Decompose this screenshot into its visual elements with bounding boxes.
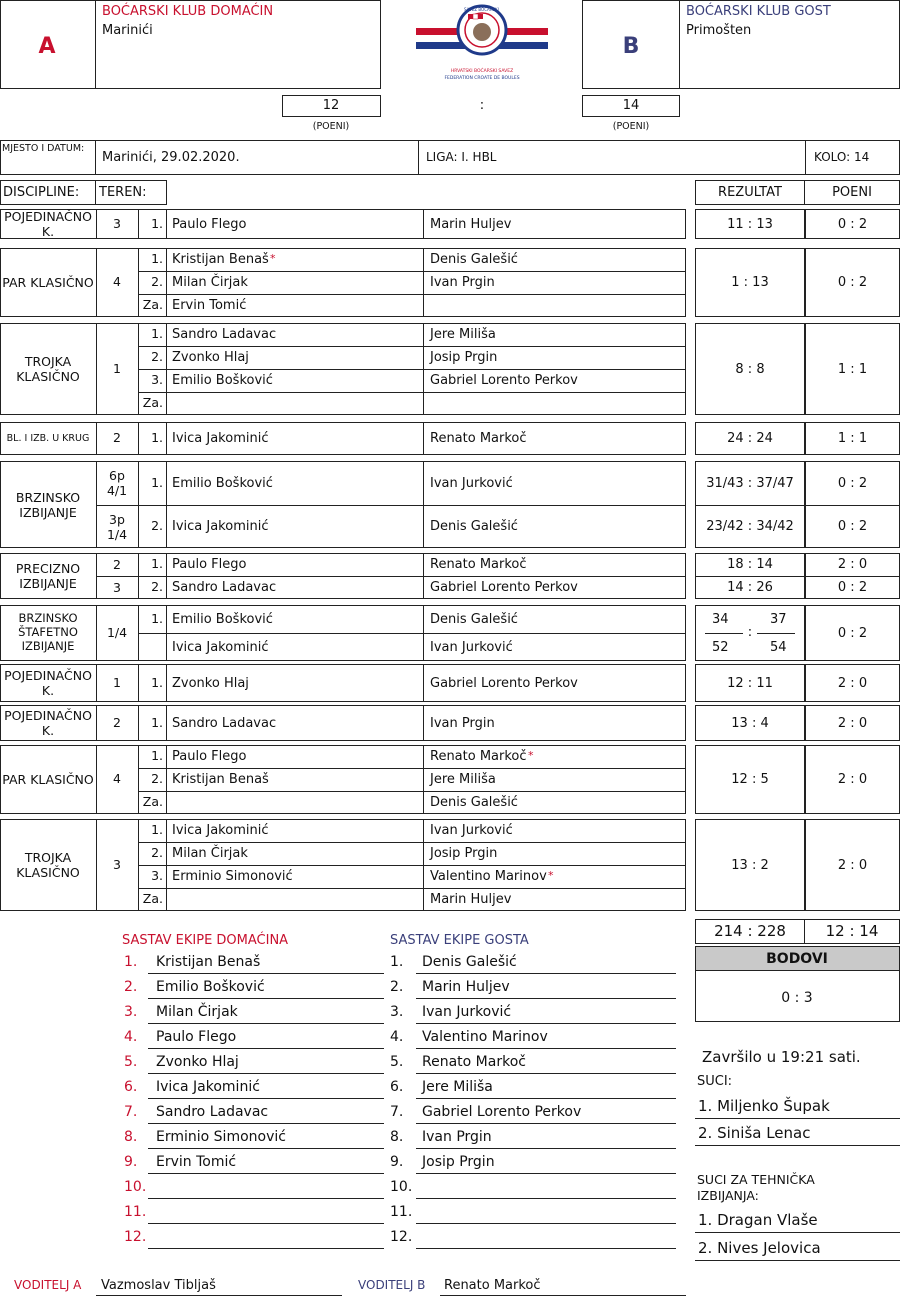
coach-a-label: VODITELJ A bbox=[14, 1278, 82, 1292]
roster-line bbox=[416, 1173, 676, 1174]
guest-player: Gabriel Lorento Perkov bbox=[430, 675, 578, 691]
home-roster-number: 8. bbox=[124, 1129, 138, 1145]
home-club-name: Marinići bbox=[102, 23, 153, 38]
points-value: 0 : 2 bbox=[837, 275, 868, 290]
result-value: 12 : 11 bbox=[727, 675, 773, 691]
guest-roster-number: 1. bbox=[390, 954, 404, 970]
line-number: 1. bbox=[151, 610, 163, 626]
column-divider bbox=[423, 664, 424, 702]
guest-letter: B bbox=[622, 34, 640, 59]
home-club-title: BOĆARSKI KLUB DOMAĆIN bbox=[102, 4, 274, 19]
discipline-label: POJEDINAČNO K. bbox=[4, 708, 92, 738]
guest-player: Josip Prgin bbox=[430, 846, 498, 861]
column-divider bbox=[423, 705, 424, 741]
guest-player: Denis Galešić bbox=[430, 795, 518, 810]
guest-roster-player: Josip Prgin bbox=[422, 1154, 495, 1170]
discipline-label: POJEDINAČNO K. bbox=[4, 209, 92, 239]
terrain-value: 2 bbox=[113, 430, 121, 446]
roster-line bbox=[148, 1048, 384, 1049]
guest-roster-player: Denis Galešić bbox=[422, 954, 517, 970]
line-number: 1. bbox=[151, 748, 163, 763]
line-divider bbox=[695, 505, 900, 506]
home-roster-number: 9. bbox=[124, 1154, 138, 1170]
result-value: 18 : 14 bbox=[727, 557, 773, 572]
line-number: 2. bbox=[151, 349, 163, 364]
guest-player: Josip Prgin bbox=[430, 350, 498, 365]
result-value: 14 : 26 bbox=[727, 580, 773, 595]
line-divider bbox=[695, 576, 900, 577]
result-value: 12 : 5 bbox=[731, 772, 769, 787]
home-player: Zvonko Hlaj bbox=[172, 350, 249, 365]
roster-line bbox=[416, 973, 676, 974]
discipline-label: BRZINSKO IZBIJANJE bbox=[15, 489, 81, 520]
place-label: MJESTO I DATUM: bbox=[2, 143, 85, 154]
line-divider bbox=[138, 842, 686, 843]
discipline-label: BRZINSKO ŠTAFETNO IZBIJANJE bbox=[18, 611, 78, 653]
captain-star: * bbox=[270, 252, 276, 265]
logo-caption-2: FEDERATION CROATE DE BOULES bbox=[444, 76, 520, 81]
home-player: Emilio Bošković bbox=[172, 475, 273, 491]
end-time: Završilo u 19:21 sati. bbox=[702, 1048, 861, 1066]
line-number: Za. bbox=[142, 891, 163, 906]
points-value: 2 : 0 bbox=[837, 857, 868, 873]
roster-line bbox=[148, 1148, 384, 1149]
home-roster-number: 7. bbox=[124, 1104, 138, 1120]
guest-player: Ivan Jurković bbox=[430, 823, 513, 838]
guest-roster-player: Gabriel Lorento Perkov bbox=[422, 1104, 582, 1120]
roster-line bbox=[148, 1098, 384, 1099]
home-roster-number: 5. bbox=[124, 1054, 138, 1070]
line-number: 1. bbox=[151, 714, 163, 730]
home-roster-player: Emilio Bošković bbox=[156, 979, 265, 995]
bodovi-value: 0 : 3 bbox=[781, 990, 813, 1006]
home-roster-player: Paulo Flego bbox=[156, 1029, 237, 1045]
home-player: Ivica Jakominić bbox=[172, 823, 269, 838]
guest-roster-number: 12. bbox=[390, 1229, 413, 1245]
guest-player: Ivan Jurković bbox=[430, 639, 513, 655]
home-player: Sandro Ladavac bbox=[172, 580, 277, 595]
guest-roster-number: 7. bbox=[390, 1104, 404, 1120]
line-number: 1. bbox=[151, 215, 163, 231]
guest-player: Jere Miliša bbox=[430, 772, 496, 787]
result-value: 23/42 : 34/42 bbox=[706, 519, 794, 534]
roster-line bbox=[148, 1248, 384, 1249]
total-points: 12 : 14 bbox=[825, 922, 879, 940]
line-number: 2. bbox=[151, 845, 163, 860]
guest-roster-player: Valentino Marinov bbox=[422, 1029, 548, 1045]
home-player: Ivica Jakominić bbox=[172, 639, 269, 655]
discipline-label: PAR KLASIČNO bbox=[2, 772, 94, 787]
result-value: 13 : 2 bbox=[731, 857, 769, 873]
guest-roster-number: 6. bbox=[390, 1079, 404, 1095]
discipline-label: BL. I IZB. U KRUG bbox=[6, 432, 90, 444]
guest-roster-number: 5. bbox=[390, 1054, 404, 1070]
tech-judges-label: SUCI ZA TEHNIČKA IZBIJANJA: bbox=[697, 1172, 815, 1204]
guest-roster-player: Renato Markoč bbox=[422, 1054, 526, 1070]
home-roster-title: SASTAV EKIPE DOMAĆINA bbox=[122, 933, 289, 948]
roster-line bbox=[416, 998, 676, 999]
federation-logo bbox=[412, 2, 552, 70]
line-divider bbox=[138, 888, 686, 889]
column-divider bbox=[166, 248, 167, 317]
line-divider bbox=[138, 294, 686, 295]
captain-star: * bbox=[548, 869, 554, 882]
home-roster-player: Ervin Tomić bbox=[156, 1154, 237, 1170]
relay-home-bottom: 52 bbox=[712, 640, 729, 655]
place-value: Marinići, 29.02.2020. bbox=[102, 150, 240, 165]
home-player: Sandro Ladavac bbox=[172, 715, 277, 731]
home-player: Milan Čirjak bbox=[172, 846, 248, 861]
roster-line bbox=[416, 1123, 676, 1124]
line-number: 3. bbox=[151, 372, 163, 387]
bodovi-label: BODOVI bbox=[766, 951, 828, 967]
terrain-value: 1/4 bbox=[106, 624, 128, 640]
home-roster-number: 1. bbox=[124, 954, 138, 970]
line-divider bbox=[96, 576, 686, 577]
guest-player: Ivan Jurković bbox=[430, 475, 513, 491]
line-divider bbox=[138, 865, 686, 866]
home-roster-number: 2. bbox=[124, 979, 138, 995]
relay-colon: : bbox=[747, 625, 753, 640]
guest-roster-player: Ivan Prgin bbox=[422, 1129, 492, 1145]
relay-home-top: 34 bbox=[712, 612, 729, 627]
col-result: REZULTAT bbox=[718, 185, 782, 200]
roster-line bbox=[148, 1123, 384, 1124]
line-number: 1. bbox=[151, 822, 163, 837]
points-colon: : bbox=[479, 98, 485, 113]
column-divider bbox=[423, 209, 424, 239]
line-number: 1. bbox=[151, 430, 163, 445]
tech-judge-1: 1. Dragan Vlaše bbox=[698, 1211, 818, 1229]
guest-roster-player: Jere Miliša bbox=[422, 1079, 493, 1095]
discipline-label: TROJKA KLASIČNO bbox=[16, 850, 80, 880]
home-player: Zvonko Hlaj bbox=[172, 675, 249, 691]
line-number: Za. bbox=[142, 395, 163, 410]
result-value: 31/43 : 37/47 bbox=[706, 475, 794, 491]
home-roster-number: 11. bbox=[124, 1204, 147, 1220]
home-player: Kristijan Benaš bbox=[172, 252, 269, 267]
terrain-value: 2 bbox=[113, 714, 121, 730]
guest-player: Marin Huljev bbox=[430, 892, 512, 907]
home-player: Erminio Simonović bbox=[172, 869, 293, 884]
column-divider bbox=[423, 745, 424, 814]
home-player: Paulo Flego bbox=[172, 749, 247, 764]
line-number: 2. bbox=[151, 274, 163, 289]
line-number: 2. bbox=[151, 771, 163, 786]
home-player: Emilio Bošković bbox=[172, 373, 273, 388]
guest-player: Denis Galešić bbox=[430, 252, 518, 267]
terrain-value: 3 bbox=[113, 580, 121, 595]
roster-line bbox=[416, 1073, 676, 1074]
roster-line bbox=[416, 1223, 676, 1224]
guest-roster-number: 10. bbox=[390, 1179, 413, 1195]
home-player: Milan Čirjak bbox=[172, 275, 248, 290]
roster-line bbox=[416, 1198, 676, 1199]
column-divider bbox=[423, 422, 424, 455]
line-number: Za. bbox=[142, 297, 163, 312]
home-letter: A bbox=[38, 34, 56, 59]
home-player: Paulo Flego bbox=[172, 216, 247, 232]
fraction-bar bbox=[757, 633, 795, 634]
column-divider bbox=[423, 248, 424, 317]
guest-roster-title: SASTAV EKIPE GOSTA bbox=[390, 933, 529, 948]
result-value: 1 : 13 bbox=[731, 275, 769, 290]
judge-2: 2. Siniša Lenac bbox=[698, 1124, 811, 1142]
roster-line bbox=[148, 973, 384, 974]
logo-caption-1: HRVATSKI BOĆARSKI SAVEZ bbox=[450, 69, 514, 74]
result-value: 24 : 24 bbox=[727, 431, 773, 446]
relay-guest-bottom: 54 bbox=[770, 640, 787, 655]
line-divider bbox=[138, 633, 686, 634]
home-roster-number: 12. bbox=[124, 1229, 147, 1245]
terrain-value: 4 bbox=[113, 771, 121, 787]
guest-roster-number: 11. bbox=[390, 1204, 413, 1220]
discipline-label: PAR KLASIČNO bbox=[2, 275, 94, 290]
guest-player: Jere Miliša bbox=[430, 327, 496, 342]
roster-line bbox=[148, 1073, 384, 1074]
result-value: 13 : 4 bbox=[731, 715, 769, 731]
points-value: 0 : 2 bbox=[837, 216, 868, 232]
home-player: Emilio Bošković bbox=[172, 611, 273, 627]
line-number: 1. bbox=[151, 251, 163, 266]
terrain-value: 1 bbox=[113, 674, 121, 690]
home-points: 12 bbox=[322, 98, 340, 113]
guest-player: Denis Galešić bbox=[430, 519, 518, 534]
line-number: 1. bbox=[151, 556, 163, 571]
guest-roster-player: Marin Huljev bbox=[422, 979, 510, 995]
guest-roster-number: 3. bbox=[390, 1004, 404, 1020]
coach-a-name: Vazmoslav Tibljaš bbox=[101, 1278, 216, 1293]
roster-line bbox=[416, 1023, 676, 1024]
fraction-bar bbox=[705, 633, 743, 634]
guest-club-title: BOĆARSKI KLUB GOST bbox=[686, 4, 831, 19]
column-divider bbox=[166, 705, 167, 741]
roster-line bbox=[416, 1148, 676, 1149]
home-player: Paulo Flego bbox=[172, 557, 247, 572]
points-value: 2 : 0 bbox=[837, 675, 868, 691]
points-value: 0 : 2 bbox=[837, 475, 868, 491]
round: KOLO: 14 bbox=[814, 150, 870, 164]
terrain-value: 4 bbox=[113, 274, 121, 290]
guest-roster-number: 4. bbox=[390, 1029, 404, 1045]
points-value: 2 : 0 bbox=[837, 715, 868, 731]
line-number: 1. bbox=[151, 674, 163, 690]
guest-player: Denis Galešić bbox=[430, 611, 518, 627]
col-points: POENI bbox=[832, 185, 872, 200]
terrain-value: 2 bbox=[113, 557, 121, 572]
guest-player: Gabriel Lorento Perkov bbox=[430, 373, 578, 388]
roster-line bbox=[148, 1198, 384, 1199]
home-roster-number: 6. bbox=[124, 1079, 138, 1095]
col-discipline: DISCIPLINE: bbox=[3, 185, 80, 200]
roster-line bbox=[416, 1248, 676, 1249]
line-number: 3. bbox=[151, 868, 163, 883]
coach-b-label: VODITELJ B bbox=[358, 1278, 426, 1292]
points-value: 0 : 2 bbox=[837, 580, 868, 595]
roster-line bbox=[416, 1098, 676, 1099]
discipline-label: TROJKA KLASIČNO bbox=[16, 354, 80, 384]
coach-b-name: Renato Markoč bbox=[444, 1278, 541, 1293]
relay-guest-top: 37 bbox=[770, 612, 787, 627]
guest-roster-number: 2. bbox=[390, 979, 404, 995]
column-divider bbox=[166, 209, 167, 239]
guest-roster-number: 8. bbox=[390, 1129, 404, 1145]
guest-player: Ivan Prgin bbox=[430, 715, 495, 731]
line-number: 2. bbox=[151, 518, 163, 533]
judges-label: SUCI: bbox=[697, 1074, 733, 1089]
guest-player: Ivan Prgin bbox=[430, 275, 495, 290]
home-roster-number: 3. bbox=[124, 1004, 138, 1020]
home-roster-number: 10. bbox=[124, 1179, 147, 1195]
terrain-value: 6p 4/1 bbox=[106, 468, 128, 498]
line-divider bbox=[96, 505, 686, 506]
guest-club-name: Primošten bbox=[686, 23, 752, 38]
home-player: Kristijan Benaš bbox=[172, 772, 269, 787]
home-player: Sandro Ladavac bbox=[172, 327, 277, 342]
logo-ring-text: SAVEZ BOĆARSKI bbox=[464, 7, 499, 12]
guest-player: Renato Markoč bbox=[430, 431, 527, 446]
guest-player: Marin Huljev bbox=[430, 216, 512, 232]
points-value: 2 : 0 bbox=[837, 557, 868, 572]
points-value: 1 : 1 bbox=[837, 361, 868, 377]
league: LIGA: I. HBL bbox=[426, 150, 497, 164]
column-divider bbox=[166, 664, 167, 702]
discipline-label: PRECIZNO IZBIJANJE bbox=[15, 561, 81, 591]
guest-player: Gabriel Lorento Perkov bbox=[430, 580, 578, 595]
line-divider bbox=[138, 271, 686, 272]
home-roster-number: 4. bbox=[124, 1029, 138, 1045]
terrain-value: 1 bbox=[113, 360, 121, 376]
guest-roster-number: 9. bbox=[390, 1154, 404, 1170]
line-divider bbox=[138, 369, 686, 370]
line-divider bbox=[138, 791, 686, 792]
home-roster-player: Erminio Simonović bbox=[156, 1129, 286, 1145]
guest-player: Renato Markoč bbox=[430, 557, 527, 572]
home-roster-player: Zvonko Hlaj bbox=[156, 1054, 239, 1070]
roster-line bbox=[416, 1048, 676, 1049]
guest-points-label: (POENI) bbox=[612, 121, 650, 132]
guest-player: Valentino Marinov bbox=[430, 869, 547, 884]
roster-line bbox=[148, 1173, 384, 1174]
judge-1: 1. Miljenko Šupak bbox=[698, 1097, 830, 1115]
tech-judge-2: 2. Nives Jelovica bbox=[698, 1239, 821, 1257]
home-player: Ervin Tomić bbox=[172, 298, 247, 313]
home-player: Ivica Jakominić bbox=[172, 519, 269, 534]
guest-player: Renato Markoč bbox=[430, 749, 527, 764]
result-value: 8 : 8 bbox=[735, 361, 765, 377]
guest-roster-player: Ivan Jurković bbox=[422, 1004, 512, 1020]
captain-star: * bbox=[528, 749, 534, 762]
line-number: 1. bbox=[151, 474, 163, 490]
roster-line bbox=[148, 998, 384, 999]
terrain-value: 3 bbox=[113, 856, 121, 872]
guest-points: 14 bbox=[622, 98, 640, 113]
home-roster-player: Kristijan Benaš bbox=[156, 954, 261, 970]
line-number: Za. bbox=[142, 794, 163, 809]
points-value: 0 : 2 bbox=[837, 625, 868, 641]
column-divider bbox=[166, 745, 167, 814]
points-value: 1 : 1 bbox=[837, 431, 868, 446]
home-roster-player: Sandro Ladavac bbox=[156, 1104, 269, 1120]
points-value: 2 : 0 bbox=[837, 772, 868, 787]
terrain-value: 3p 1/4 bbox=[106, 511, 128, 542]
column-divider bbox=[166, 422, 167, 455]
home-points-label: (POENI) bbox=[312, 121, 350, 132]
home-roster-player: Ivica Jakominić bbox=[156, 1079, 260, 1095]
home-roster-player: Milan Čirjak bbox=[156, 1004, 238, 1020]
home-player: Ivica Jakominić bbox=[172, 431, 269, 446]
line-divider bbox=[138, 768, 686, 769]
roster-line bbox=[148, 1223, 384, 1224]
total-result: 214 : 228 bbox=[714, 922, 786, 940]
line-divider bbox=[138, 392, 686, 393]
discipline-label: POJEDINAČNO K. bbox=[4, 668, 92, 698]
line-number: 2. bbox=[151, 579, 163, 594]
points-value: 0 : 2 bbox=[837, 519, 868, 534]
result-value: 11 : 13 bbox=[727, 216, 773, 232]
col-terrain: TEREN: bbox=[99, 185, 147, 200]
line-divider bbox=[138, 346, 686, 347]
roster-line bbox=[148, 1023, 384, 1024]
line-number: 1. bbox=[151, 326, 163, 341]
terrain-value: 3 bbox=[113, 215, 121, 231]
